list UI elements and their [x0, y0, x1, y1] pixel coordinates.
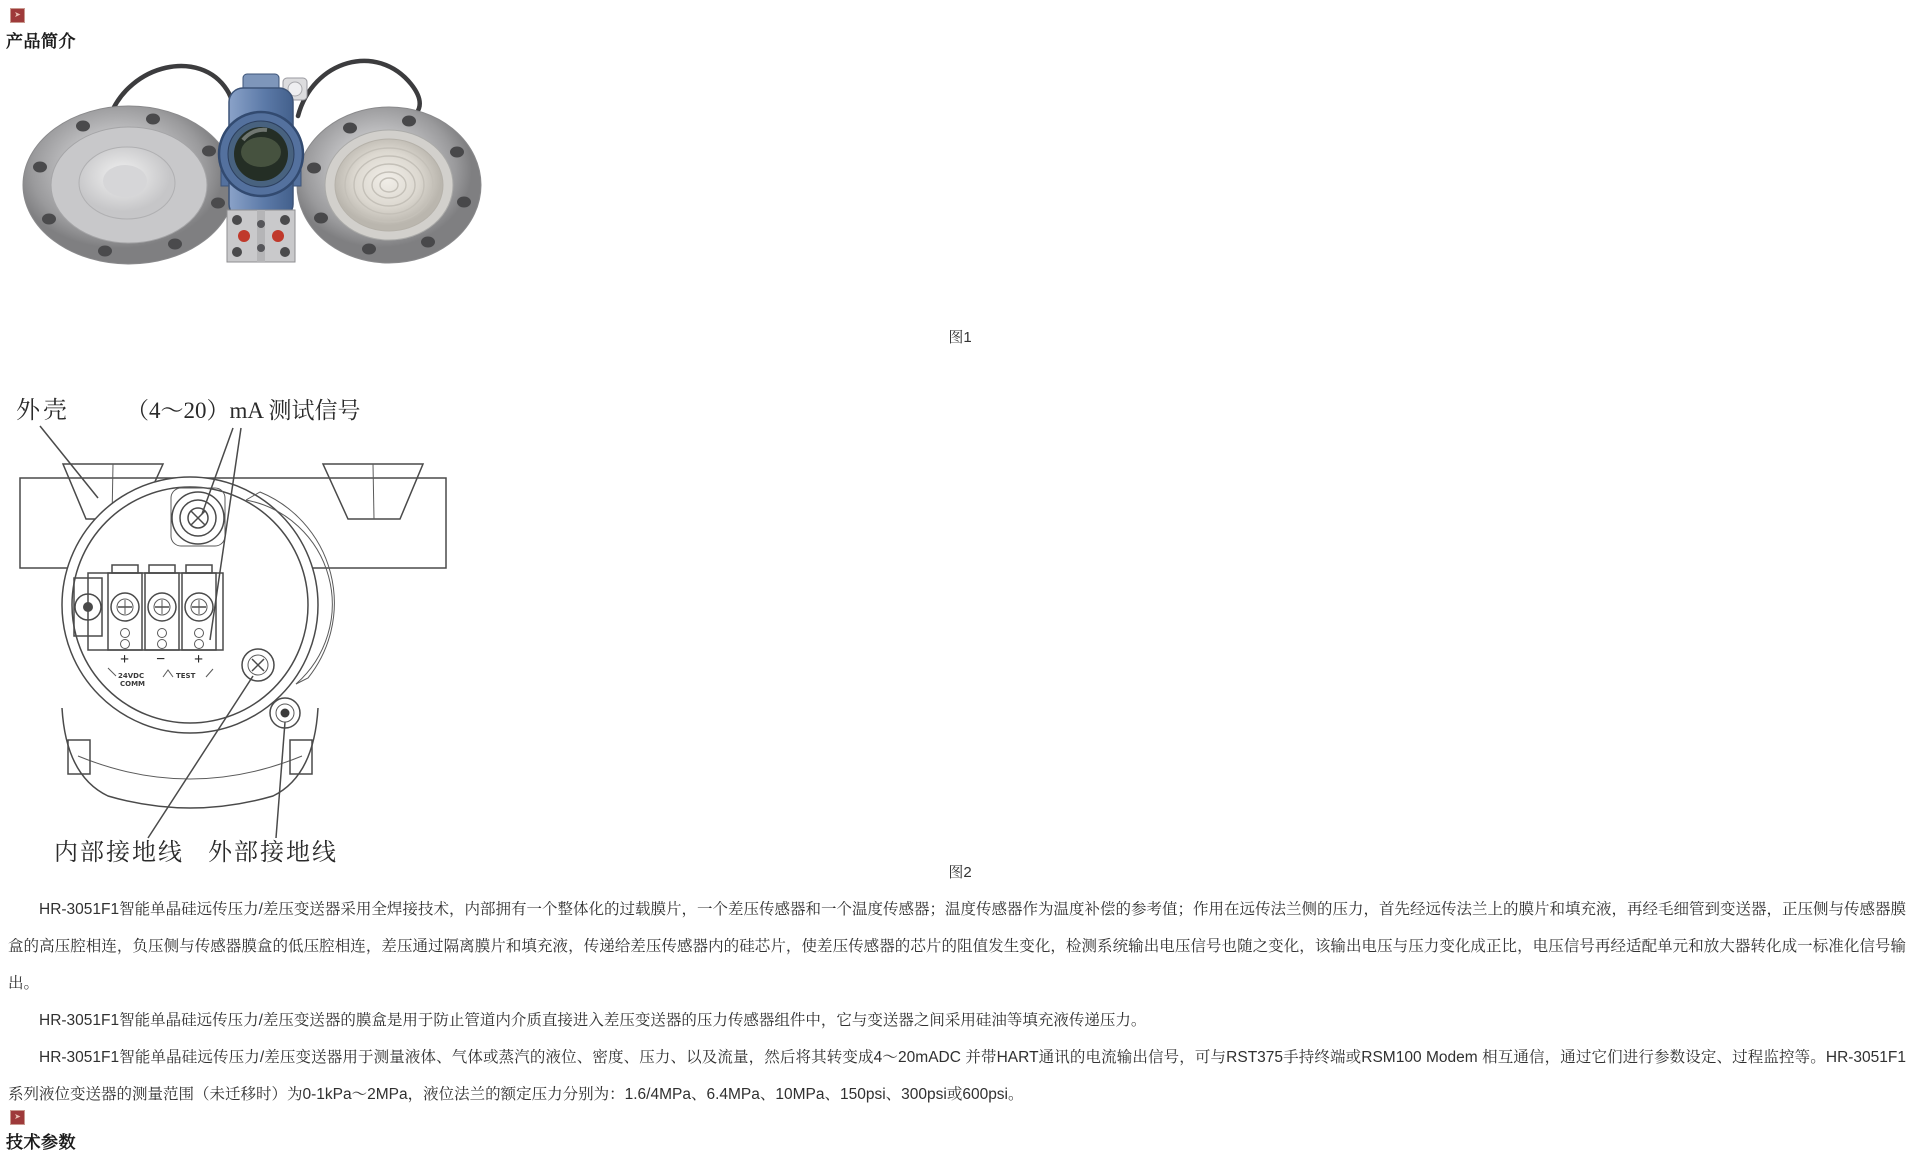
terminal-plus-left-label: + — [120, 651, 130, 668]
terminal-plus-right-label: + — [194, 651, 204, 668]
figure2-caption: 图2 — [948, 864, 972, 881]
diagram-label-test-signal: （4～20）mA 测试信号 — [126, 398, 361, 423]
paragraph: HR-3051F1智能单晶硅远传压力/差压变送器用于测量液体、气体或蒸汽的液位、密度、压力、以及流量，然后将其转变成4～20mADC 并带HART通讯的电流输出信号，可与RST375手持终端或RSM100 Modem 相互通信，通过它们进行参数设定、过程监控等。HR-3051F1系列液位变送器的测量范围（未迁移时）为0-1kPa～2MPa，液位法兰的额定压力分别为：1.6/4MPa、6.4MPa、10MPa、150psi、300psi或600psi。 — [8, 1049, 1906, 1103]
section-marker-icon: ➤ — [10, 8, 25, 23]
terminal-test-label: TEST — [176, 672, 196, 680]
section-heading-intro: 产品简介 — [6, 32, 76, 51]
product-description — [8, 891, 1906, 1113]
transmitter-photo — [15, 58, 484, 268]
diagram-label-external-ground: 外部接地线 — [208, 840, 338, 866]
terminal-compartment-diagram — [8, 388, 478, 880]
terminal-supply-label: 24VDC — [118, 672, 145, 680]
diagram-label-internal-ground: 内部接地线 — [54, 840, 184, 866]
diagram-label-housing: 外壳 — [16, 398, 70, 424]
section-marker-icon: ➤ — [10, 1110, 25, 1125]
right-remote-seal-flange — [297, 107, 481, 263]
terminal-minus-label: − — [156, 651, 166, 668]
paragraph: HR-3051F1智能单晶硅远传压力/差压变送器的膜盒是用于防止管道内介质直接进入差压变送器的压力传感器组件中，它与变送器之间采用硅油等填充液传递压力。 — [39, 1012, 1147, 1029]
figure1-caption: 图1 — [948, 329, 972, 346]
section-heading-tech-params: 技术参数 — [6, 1133, 76, 1152]
transmitter-body — [219, 74, 307, 262]
left-remote-seal-flange — [23, 106, 235, 264]
paragraph: HR-3051F1智能单晶硅远传压力/差压变送器采用全焊接技术，内部拥有一个整体化的过载膜片，一个差压传感器和一个温度传感器；温度传感器作为温度补偿的参考值；作用在远传法兰侧的压力，首先经远传法兰上的膜片和填充液，再经毛细管到变送器，正压侧与传感器膜盒的高压腔相连，负压侧与传感器膜盒的低压腔相连，差压通过隔离膜片和填充液，传递给差压传感器内的硅芯片，使差压传感器的芯片的阻值发生变化，检测系统输出电压信号也随之变化，该输出电压与压力变化成正比，电压信号再经适配单元和放大器转化成一标准化信号输出。 — [8, 901, 1906, 992]
terminal-comm-label: COMM — [120, 680, 146, 688]
cover-circle — [62, 477, 334, 733]
